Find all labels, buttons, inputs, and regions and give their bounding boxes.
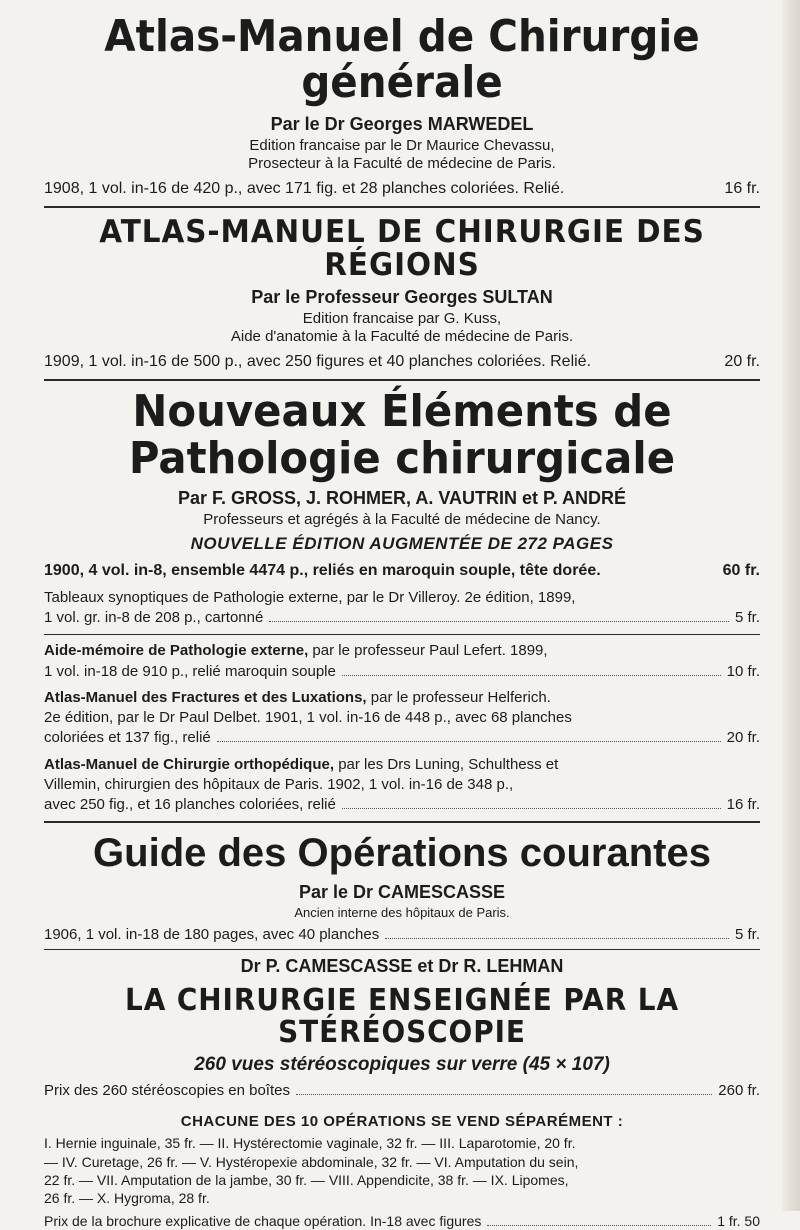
dot-leader bbox=[342, 675, 721, 676]
entry-text: 2e édition, par le Dr Paul Delbet. 1901, 1 vol. in-16 de 448 p., avec 68 planches bbox=[44, 709, 572, 727]
authors-line: Dr P. CAMESCASSE et Dr R. LEHMAN bbox=[240, 956, 564, 977]
entry-text: par le professeur Paul Lefert. 1899, bbox=[312, 642, 548, 660]
price: 5 fr. bbox=[734, 926, 760, 944]
edition-note: NOUVELLE ÉDITION AUGMENTÉE DE 272 PAGES bbox=[190, 533, 614, 553]
publication-details: 1909, 1 vol. in-16 de 500 p., avec 250 figures et 40 planches coloriées. Relié. bbox=[44, 353, 592, 371]
entry-aide-memoire bbox=[44, 641, 760, 682]
publication-details: 1908, 1 vol. in-16 de 420 p., avec 171 fig. et 28 planches coloriées. Relié. bbox=[44, 180, 565, 198]
subtitle-vues: 260 vues stéréoscopiques sur verre (45 × 107) bbox=[194, 1054, 610, 1076]
tableaux-entry bbox=[44, 588, 760, 629]
divider bbox=[44, 634, 760, 635]
brochure-line bbox=[44, 1213, 760, 1230]
book-marwedel bbox=[44, 11, 760, 198]
entry-text: 1 vol. in-18 de 910 p., relié maroquin souple bbox=[44, 662, 336, 680]
edition-line: Edition francaise par le Dr Maurice Chevassu, bbox=[249, 137, 555, 155]
price: 20 fr. bbox=[726, 729, 760, 747]
title-chirurgie-stereoscopie: LA CHIRURGIE ENSEIGNÉE PAR LA STÉRÉOSCOPIE bbox=[124, 983, 680, 1050]
book-guide-operations bbox=[44, 831, 760, 943]
entry-price-row bbox=[44, 662, 760, 682]
publication-line bbox=[44, 180, 760, 198]
tableaux-line1: Tableaux synoptiques de Pathologie externe, par le Dr Villeroy. 2e édition, 1899, bbox=[44, 588, 576, 606]
dot-leader bbox=[269, 621, 729, 622]
publication-line bbox=[44, 562, 760, 580]
price: 260 fr. bbox=[718, 1082, 760, 1100]
divider bbox=[44, 206, 760, 208]
entry-lead: Aide-mémoire de Pathologie externe, bbox=[44, 642, 309, 660]
operations-heading: CHACUNE DES 10 OPÉRATIONS SE VEND SÉPARÉMENT : bbox=[180, 1113, 624, 1131]
entry-text: par le professeur Helferich. bbox=[370, 688, 551, 706]
entry-text: par les Drs Luning, Schulthess et bbox=[338, 755, 559, 773]
divider bbox=[44, 821, 760, 823]
title-nouveaux-elements: Nouveaux Éléments de Pathologie chirurgicale bbox=[128, 386, 676, 484]
operations-line: — IV. Curetage, 26 fr. — V. Hystéropexie abdominale, 32 fr. — VI. Amputation du sein, bbox=[44, 1153, 579, 1170]
prix-line bbox=[44, 1082, 760, 1099]
price: 1 fr. 50 bbox=[717, 1213, 760, 1230]
operations-line: 26 fr. — X. Hygroma, 28 fr. bbox=[44, 1189, 210, 1206]
entry-price-row bbox=[44, 795, 760, 815]
tableaux-line2: 1 vol. gr. in-8 de 208 p., cartonné bbox=[44, 609, 264, 627]
price: 16 fr. bbox=[724, 180, 760, 198]
operations-line: 22 fr. — VII. Amputation de la jambe, 30 fr. — VIII. Appendicite, 38 fr. — IX. Lipomes, bbox=[44, 1171, 569, 1188]
publication-line bbox=[44, 353, 760, 371]
misc-entries bbox=[44, 641, 760, 815]
author-line: Par le Professeur Georges SULTAN bbox=[251, 287, 553, 308]
entry-text: Villemin, chirurgien des hôpitaux de Paris. 1902, 1 vol. in-16 de 348 p., bbox=[44, 775, 514, 793]
price: 60 fr. bbox=[722, 561, 760, 579]
prix-label: Prix des 260 stéréoscopies en boîtes bbox=[44, 1082, 290, 1100]
book-sultan bbox=[44, 216, 760, 371]
publication-details: 1900, 4 vol. in-8, ensemble 4474 p., reliés en maroquin souple, tête dorée. bbox=[44, 561, 601, 579]
operations-line: I. Hernie inguinale, 35 fr. — II. Hystérectomie vaginale, 32 fr. — III. Laparotomie, 20 fr. bbox=[44, 1135, 576, 1152]
price: 10 fr. bbox=[726, 662, 760, 680]
entry-atlas-fractures bbox=[44, 688, 760, 749]
divider bbox=[44, 949, 760, 950]
dot-leader bbox=[487, 1225, 711, 1226]
role-line: Ancien interne des hôpitaux de Paris. bbox=[294, 905, 510, 921]
price: 20 fr. bbox=[724, 353, 760, 371]
entry-lead: Atlas-Manuel de Chirurgie orthopédique, bbox=[44, 755, 335, 773]
publication-line bbox=[44, 926, 760, 943]
price: 16 fr. bbox=[726, 796, 760, 814]
price: 5 fr. bbox=[734, 609, 760, 627]
page-edge-shadow bbox=[782, 0, 800, 1211]
tableaux-line2-row bbox=[44, 608, 760, 628]
title-atlas-manuel-chirurgie-regions: ATLAS-MANUEL DE CHIRURGIE DES RÉGIONS bbox=[99, 214, 705, 283]
entry-lead: Atlas-Manuel des Fractures et des Luxations, bbox=[44, 688, 367, 706]
role-line: Aide d'anatomie à la Faculté de médecine de Paris. bbox=[230, 328, 574, 346]
dot-leader bbox=[217, 741, 721, 742]
book-pathologie-chirurgicale bbox=[44, 386, 760, 628]
role-line: Professeurs et agrégés à la Faculté de médecine de Nancy. bbox=[203, 510, 601, 528]
entry-atlas-orthopedique bbox=[44, 755, 760, 816]
title-guide-operations: Guide des Opérations courantes bbox=[93, 831, 711, 876]
author-line: Par le Dr CAMESCASSE bbox=[298, 882, 506, 903]
divider bbox=[44, 379, 760, 381]
entry-text: coloriées et 137 fig., relié bbox=[44, 729, 211, 747]
edition-line: Edition francaise par G. Kuss, bbox=[302, 310, 502, 328]
author-line: Par le Dr Georges MARWEDEL bbox=[270, 114, 534, 135]
dot-leader bbox=[342, 808, 721, 809]
publication-details: 1906, 1 vol. in-18 de 180 pages, avec 40 planches bbox=[44, 926, 380, 944]
brochure-label: Prix de la brochure explicative de chaque opération. In-18 avec figures bbox=[44, 1213, 482, 1230]
entry-text: avec 250 fig., et 16 planches coloriées, relié bbox=[44, 796, 336, 814]
book-stereoscopie bbox=[44, 956, 760, 1230]
title-atlas-manuel-chirurgie-generale: Atlas-Manuel de Chirurgie générale bbox=[104, 11, 700, 109]
entry-price-row bbox=[44, 728, 760, 748]
dot-leader bbox=[296, 1094, 712, 1095]
author-line: Par F. GROSS, J. ROHMER, A. VAUTRIN et P. ANDRÉ bbox=[177, 487, 627, 508]
role-line: Prosecteur à la Faculté de médecine de Paris. bbox=[248, 155, 556, 173]
dot-leader bbox=[385, 938, 729, 939]
